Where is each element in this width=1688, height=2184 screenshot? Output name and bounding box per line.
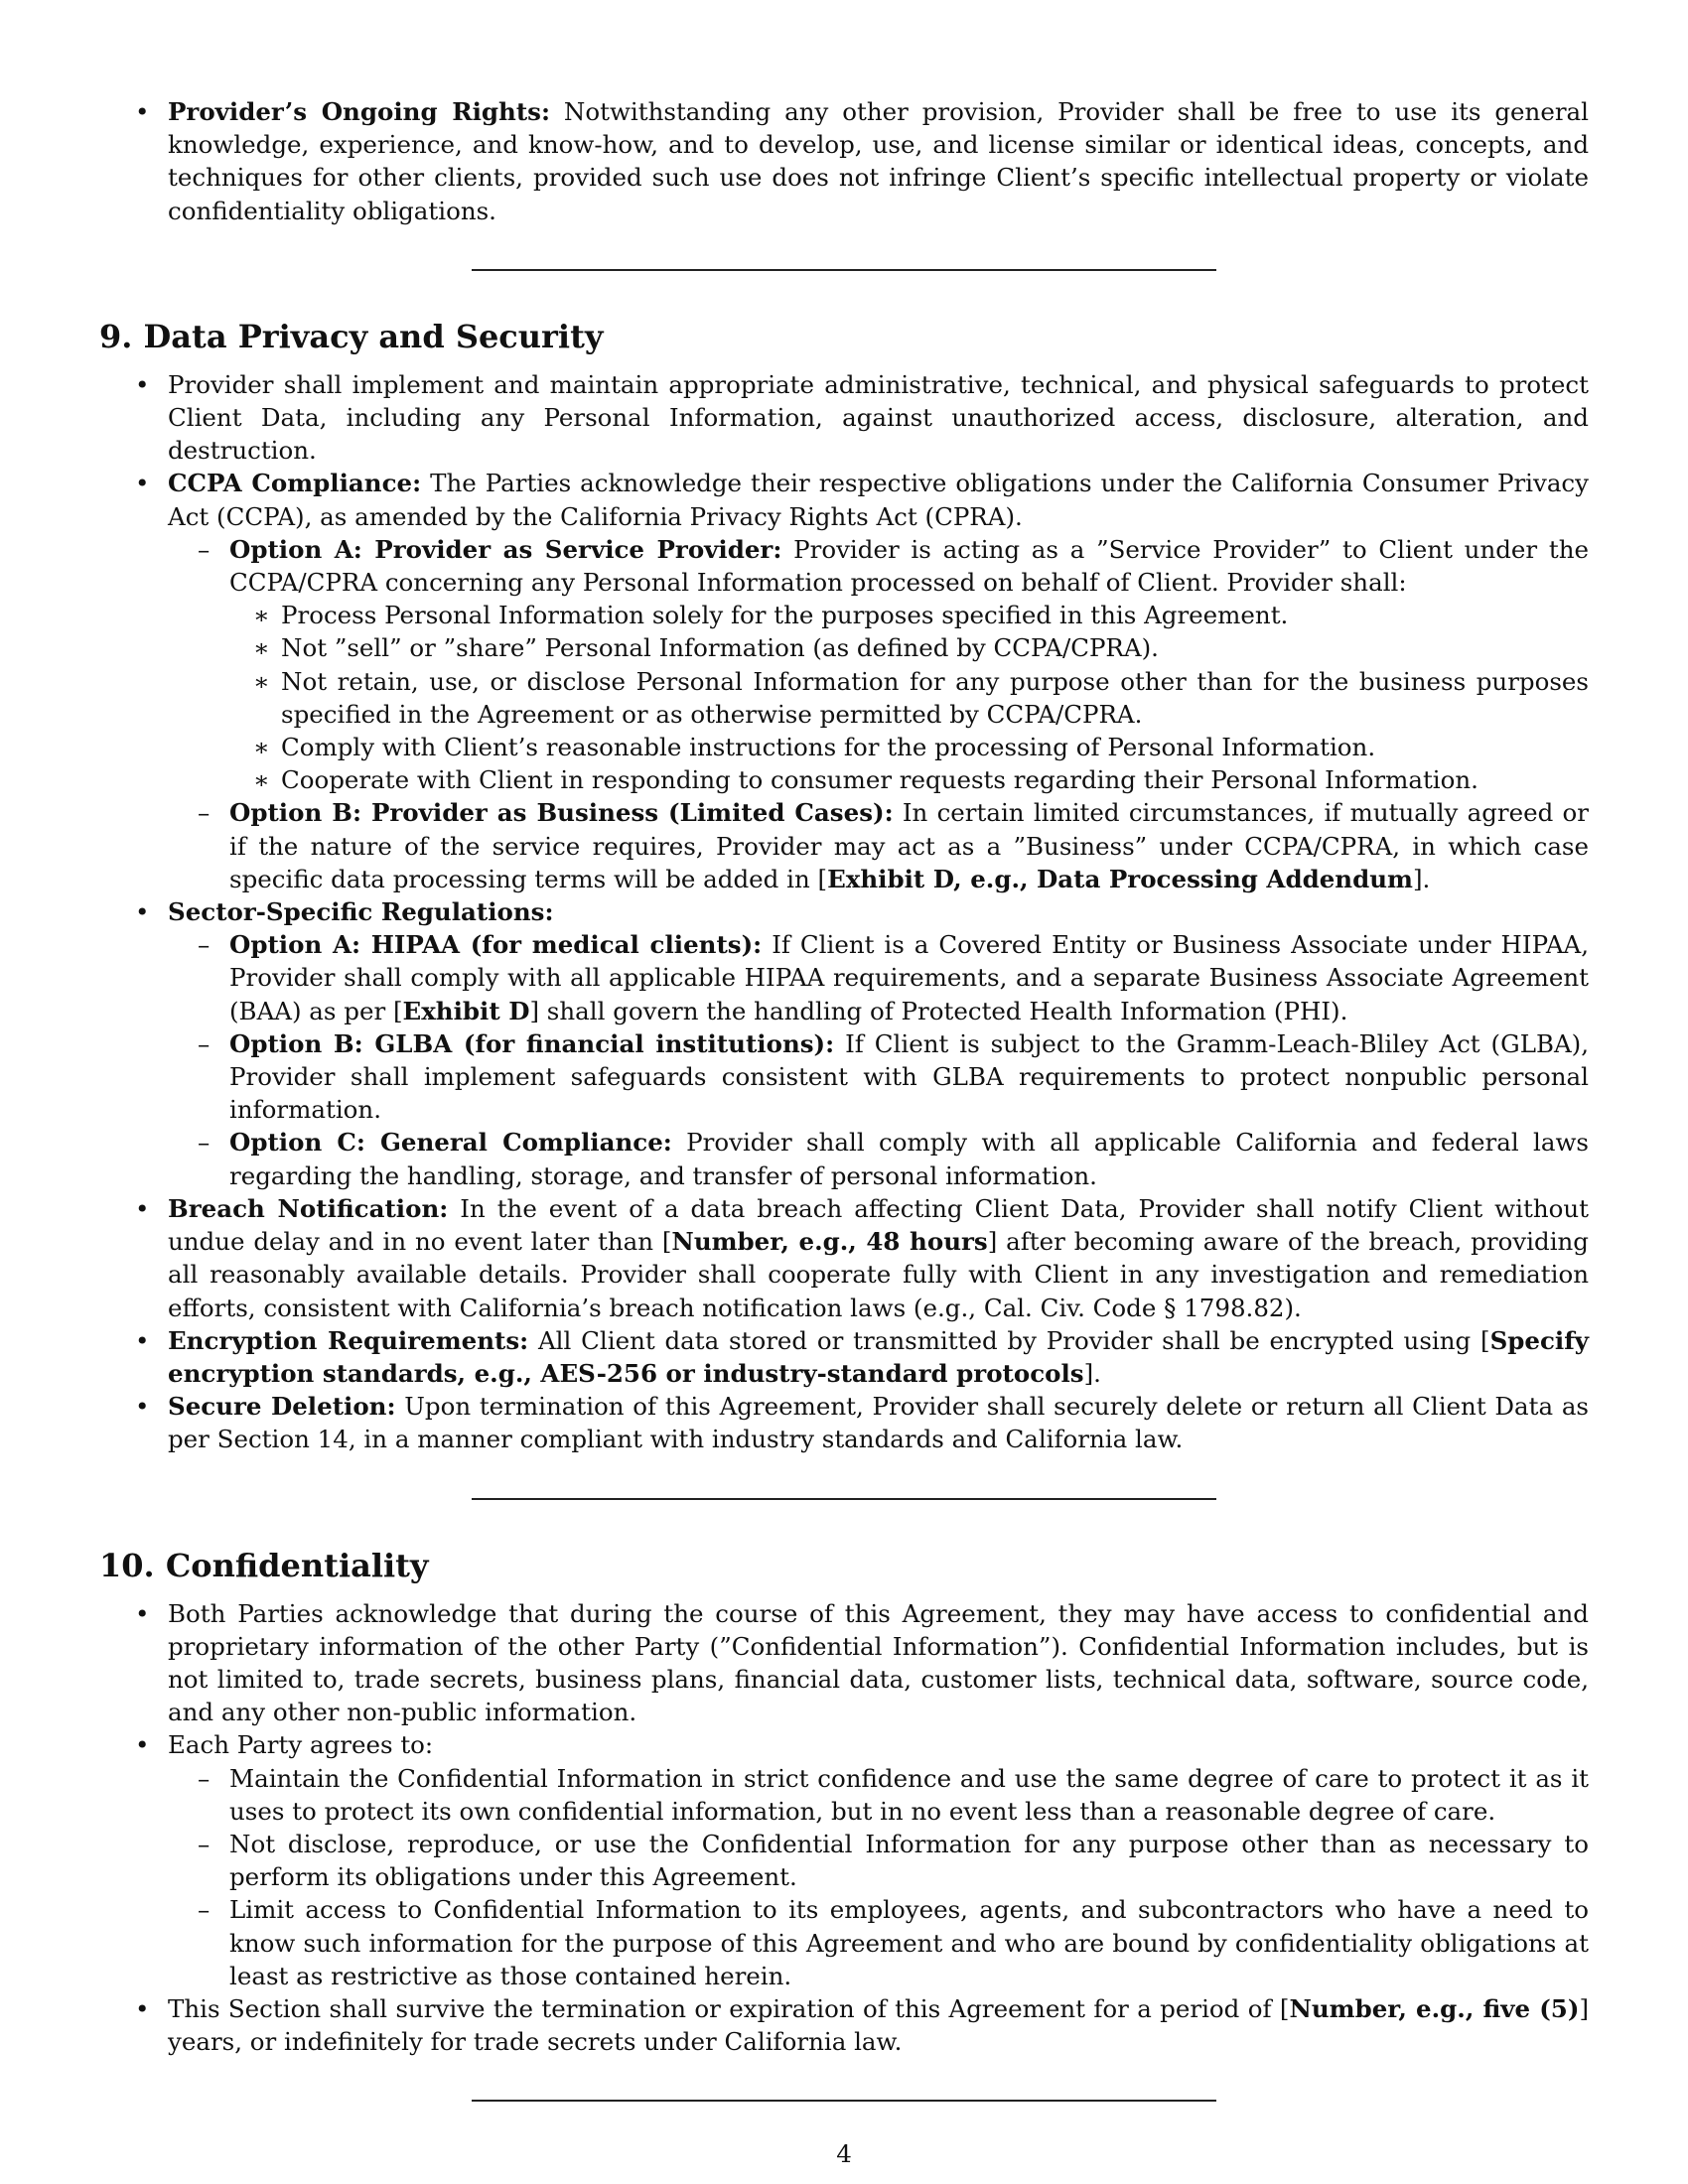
- section-10-list: [99, 1597, 1589, 2059]
- list-item: ∗ Not ”sell” or ”share” Personal Information (as defined by CCPA/CPRA).: [229, 631, 1589, 664]
- item-label: Provider’s Ongoing Rights:: [168, 97, 551, 126]
- document-page: [99, 95, 1589, 2102]
- page-number: 4: [836, 2139, 852, 2168]
- sector-options: [168, 928, 1589, 1192]
- list-item: ∗ Not retain, use, or disclose Personal Information for any purpose other than for the business purposes specified in the Agreement or as otherwise permitted by CCPA/CPRA.: [229, 665, 1589, 731]
- list-item: – Option C: General Compliance: Provider shall comply with all applicable California and federal laws regarding the handling, storage, and transfer of personal information.: [168, 1126, 1589, 1191]
- section-heading: 9. Data Privacy and Security: [99, 317, 604, 355]
- list-item: ∗ Cooperate with Client in responding to consumer requests regarding their Personal Information.: [229, 763, 1589, 796]
- section-divider: [472, 1498, 1216, 1500]
- list-item: • CCPA Compliance: The Parties acknowledge their respective obligations under the California Consumer Privacy Act (CCPA), as amended by the California Privacy Rights Act (CPRA). – Option A: Provider as Service Provider: Provider is acting as a ”Service Provider” to Client under the CCPA/CPRA concerning any Personal Information processed on behalf of Client. Provider shall: ∗ Process Personal Information solely for the purposes specified in this Agreement. ∗ Not ”sell” or ”share” Personal Information (as defined by CCPA/CPRA). ∗ Not retain, use, or disclose Personal Information for any purpose other than for the business purposes specified in the Agreement or as otherwise permitted by CCPA/CPRA. ∗ Comply with Client’s reasonable instructions for the processing of Personal Information. ∗ Cooperate with Client in responding to consumer requests regarding their Personal Information. – Option B: Provider as Business (Limited Cases): In certain limited circumstances, if mutually agreed or if the nature of the service requires, Provider may act as a ”Business” under CCPA/CPRA, in which case specific data processing terms will be added in [Exhibit D, e.g., Data Processing Addendum].: [99, 467, 1589, 895]
- list-item: – Option A: HIPAA (for medical clients): If Client is a Covered Entity or Business Associate under HIPAA, Provider shall comply with all applicable HIPAA requirements, and a separate Business Associate Agreement (BAA) as per [Exhibit D] shall govern the handling of Protected Health Information (PHI).: [168, 928, 1589, 1027]
- section-divider: [472, 2100, 1216, 2102]
- list-item: – Option B: GLBA (for financial institutions): If Client is subject to the Gramm-Leach-Bliley Act (GLBA), Provider shall implement safeguards consistent with GLBA requirements to protect nonpublic personal information.: [168, 1027, 1589, 1127]
- list-item: – Option B: Provider as Business (Limited Cases): In certain limited circumstances, if mutually agreed or if the nature of the service requires, Provider may act as a ”Business” under CCPA/CPRA, in which case specific data processing terms will be added in [Exhibit D, e.g., Data Processing Addendum].: [168, 796, 1589, 895]
- section-divider: [472, 269, 1216, 271]
- ccpa-options: [168, 533, 1589, 895]
- intro-list: [99, 95, 1589, 227]
- list-item: • Encryption Requirements: All Client data stored or transmitted by Provider shall be encrypted using [Specify encryption standards, e.g., AES-256 or industry-standard protocols].: [99, 1324, 1589, 1390]
- provider-duties: [229, 599, 1589, 796]
- list-item: – Option A: Provider as Service Provider: Provider is acting as a ”Service Provider” to Client under the CCPA/CPRA concerning any Personal Information processed on behalf of Client. Provider shall: ∗ Process Personal Information solely for the purposes specified in this Agreement. ∗ Not ”sell” or ”share” Personal Information (as defined by CCPA/CPRA). ∗ Not retain, use, or disclose Personal Information for any purpose other than for the business purposes specified in the Agreement or as otherwise permitted by CCPA/CPRA. ∗ Comply with Client’s reasonable instructions for the processing of Personal Information. ∗ Cooperate with Client in responding to consumer requests regarding their Personal Information.: [168, 533, 1589, 797]
- list-item: – Maintain the Confidential Information in strict confidence and use the same degree of care to protect it as it uses to protect its own confidential information, but in no event less than a reasonable degree of care.: [168, 1762, 1589, 1828]
- list-item: • Sector-Specific Regulations: – Option A: HIPAA (for medical clients): If Client is a Covered Entity or Business Associate under HIPAA, Provider shall comply with all applicable HIPAA requirements, and a separate Business Associate Agreement (BAA) as per [Exhibit D] shall govern the handling of Protected Health Information (PHI). – Option B: GLBA (for financial institutions): If Client is subject to the Gramm-Leach-Bliley Act (GLBA), Provider shall implement safeguards consistent with GLBA requirements to protect nonpublic personal information. – Option C: General Compliance: Provider shall comply with all applicable California and federal laws regarding the handling, storage, and transfer of personal information.: [99, 895, 1589, 1192]
- list-item: ∗ Comply with Client’s reasonable instructions for the processing of Personal Information.: [229, 731, 1589, 763]
- list-item: • Provider’s Ongoing Rights: Notwithstanding any other provision, Provider shall be free to use its general knowledge, experience, and know-how, and to develop, use, and license similar or identical ideas, concepts, and techniques for other clients, provided such use does not infringe Client’s specific intellectual property or violate confidentiality obligations.: [99, 95, 1589, 227]
- party-obligations: [168, 1762, 1589, 1992]
- list-item: • Secure Deletion: Upon termination of this Agreement, Provider shall securely delete or return all Client Data as per Section 14, in a manner compliant with industry standards and California law.: [99, 1390, 1589, 1455]
- list-item: – Limit access to Confidential Information to its employees, agents, and subcontractors who have a need to know such information for the purpose of this Agreement and who are bound by confidentiality obligations at least as restrictive as those contained herein.: [168, 1893, 1589, 1992]
- list-item: – Not disclose, reproduce, or use the Confidential Information for any purpose other than as necessary to perform its obligations under this Agreement.: [168, 1828, 1589, 1893]
- list-item: • Both Parties acknowledge that during the course of this Agreement, they may have access to confidential and proprietary information of the other Party (”Confidential Information”). Confidential Information includes, but is not limited to, trade secrets, business plans, financial data, customer lists, technical data, software, source code, and any other non-public information.: [99, 1597, 1589, 1729]
- list-item: • Breach Notification: In the event of a data breach affecting Client Data, Provider shall notify Client without undue delay and in no event later than [Number, e.g., 48 hours] after becoming aware of the breach, providing all reasonably available details. Provider shall cooperate fully with Client in any investigation and remediation efforts, consistent with California’s breach notification laws (e.g., Cal. Civ. Code § 1798.82).: [99, 1192, 1589, 1324]
- list-item: • This Section shall survive the termination or expiration of this Agreement for a period of [Number, e.g., five (5)] years, or indefinitely for trade secrets under California law.: [99, 1992, 1589, 2058]
- list-item: ∗ Process Personal Information solely for the purposes specified in this Agreement.: [229, 599, 1589, 631]
- list-item: • Each Party agrees to: – Maintain the Confidential Information in strict confidence and use the same degree of care to protect it as it uses to protect its own confidential information, but in no event less than a reasonable degree of care. – Not disclose, reproduce, or use the Confidential Information for any purpose other than as necessary to perform its obligations under this Agreement. – Limit access to Confidential Information to its employees, agents, and subcontractors who have a need to know such information for the purpose of this Agreement and who are bound by confidentiality obligations at least as restrictive as those contained herein.: [99, 1728, 1589, 1992]
- list-item: • Provider shall implement and maintain appropriate administrative, technical, and physical safeguards to protect Client Data, including any Personal Information, against unauthorized access, disclosure, alteration, and destruction.: [99, 368, 1589, 468]
- section-heading: 10. Confidentiality: [99, 1546, 429, 1584]
- section-9-list: [99, 368, 1589, 1456]
